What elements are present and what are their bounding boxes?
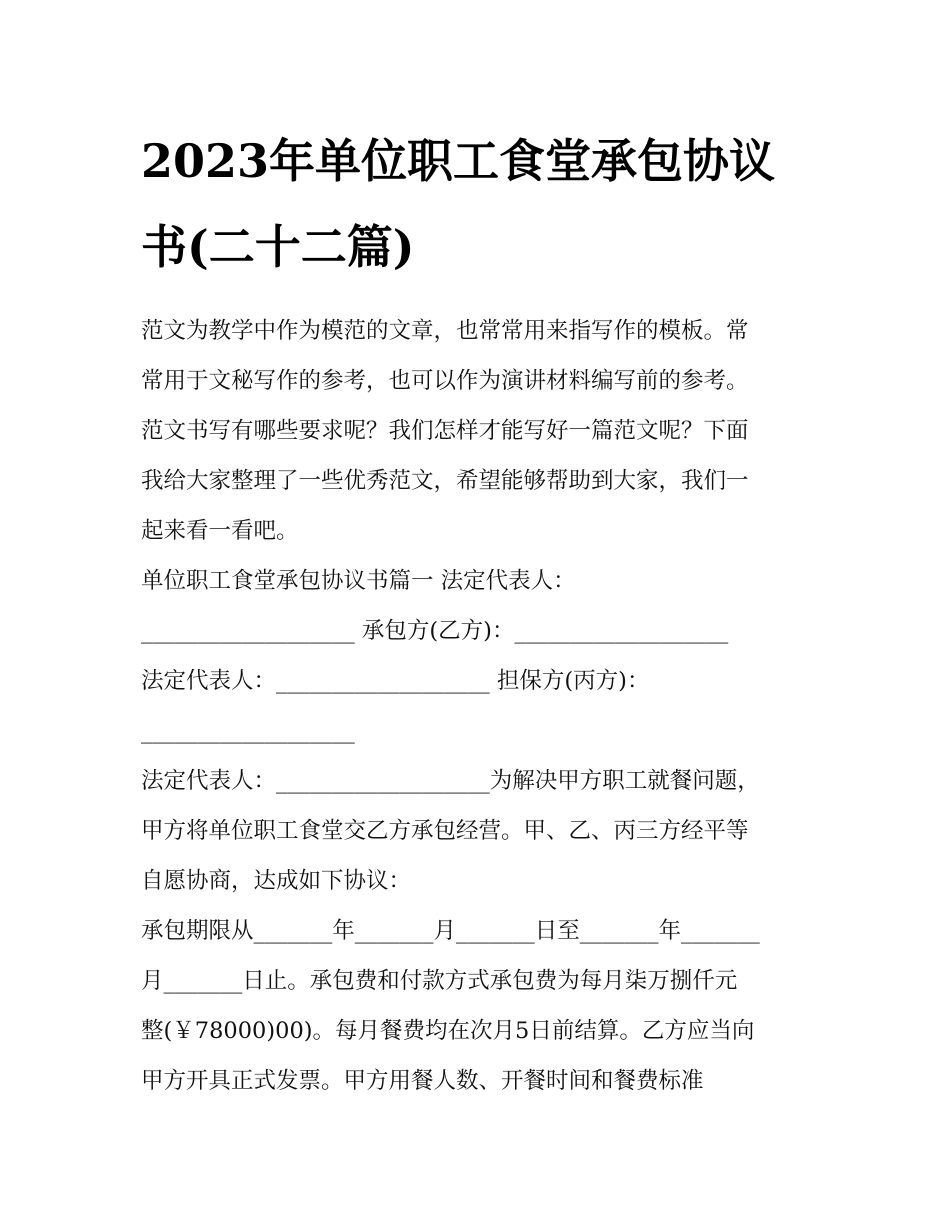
title-line: 书(二十二篇) <box>141 220 415 274</box>
body-line: 常用于文秘写作的参考，也可以作为演讲材料编写前的参考。 <box>141 368 749 394</box>
body-line: ___________________ 承包方(乙方)：___________________ <box>141 618 729 644</box>
body-line: 起来看一看吧。 <box>141 518 299 544</box>
document-page <box>141 118 821 1106</box>
body-line: ___________________ <box>141 718 355 744</box>
document-body <box>141 306 821 1106</box>
body-line: 甲方将单位职工食堂交乙方承包经营。甲、乙、丙三方经平等 <box>141 818 749 844</box>
body-line: 我给大家整理了一些优秀范文，希望能够帮助到大家，我们一 <box>141 468 749 494</box>
body-line: 法定代表人：___________________ 担保方(丙方)： <box>141 668 650 694</box>
body-line: 月_______日止。承包费和付款方式承包费为每月柒万捌仟元 <box>141 968 738 994</box>
section-heading: 单位职工食堂承包协议书篇一 法定代表人： <box>141 568 576 594</box>
body-line: 整(￥78000)00)。每月餐费均在次月5日前结算。乙方应当向 <box>141 1018 755 1044</box>
body-line: 法定代表人：___________________为解决甲方职工就餐问题， <box>141 768 760 794</box>
body-line: 范文书写有哪些要求呢？我们怎样才能写好一篇范文呢？下面 <box>141 418 749 444</box>
body-line: 自愿协商，达成如下协议： <box>141 868 412 894</box>
title-line: 2023年单位职工食堂承包协议 <box>141 134 776 188</box>
body-line: 承包期限从_______年_______月_______日至_______年_______ <box>141 918 760 944</box>
body-line: 甲方开具正式发票。甲方用餐人数、开餐时间和餐费标准 <box>141 1068 704 1094</box>
body-line: 范文为教学中作为模范的文章，也常常用来指写作的模板。常 <box>141 318 749 344</box>
document-title <box>141 118 821 290</box>
